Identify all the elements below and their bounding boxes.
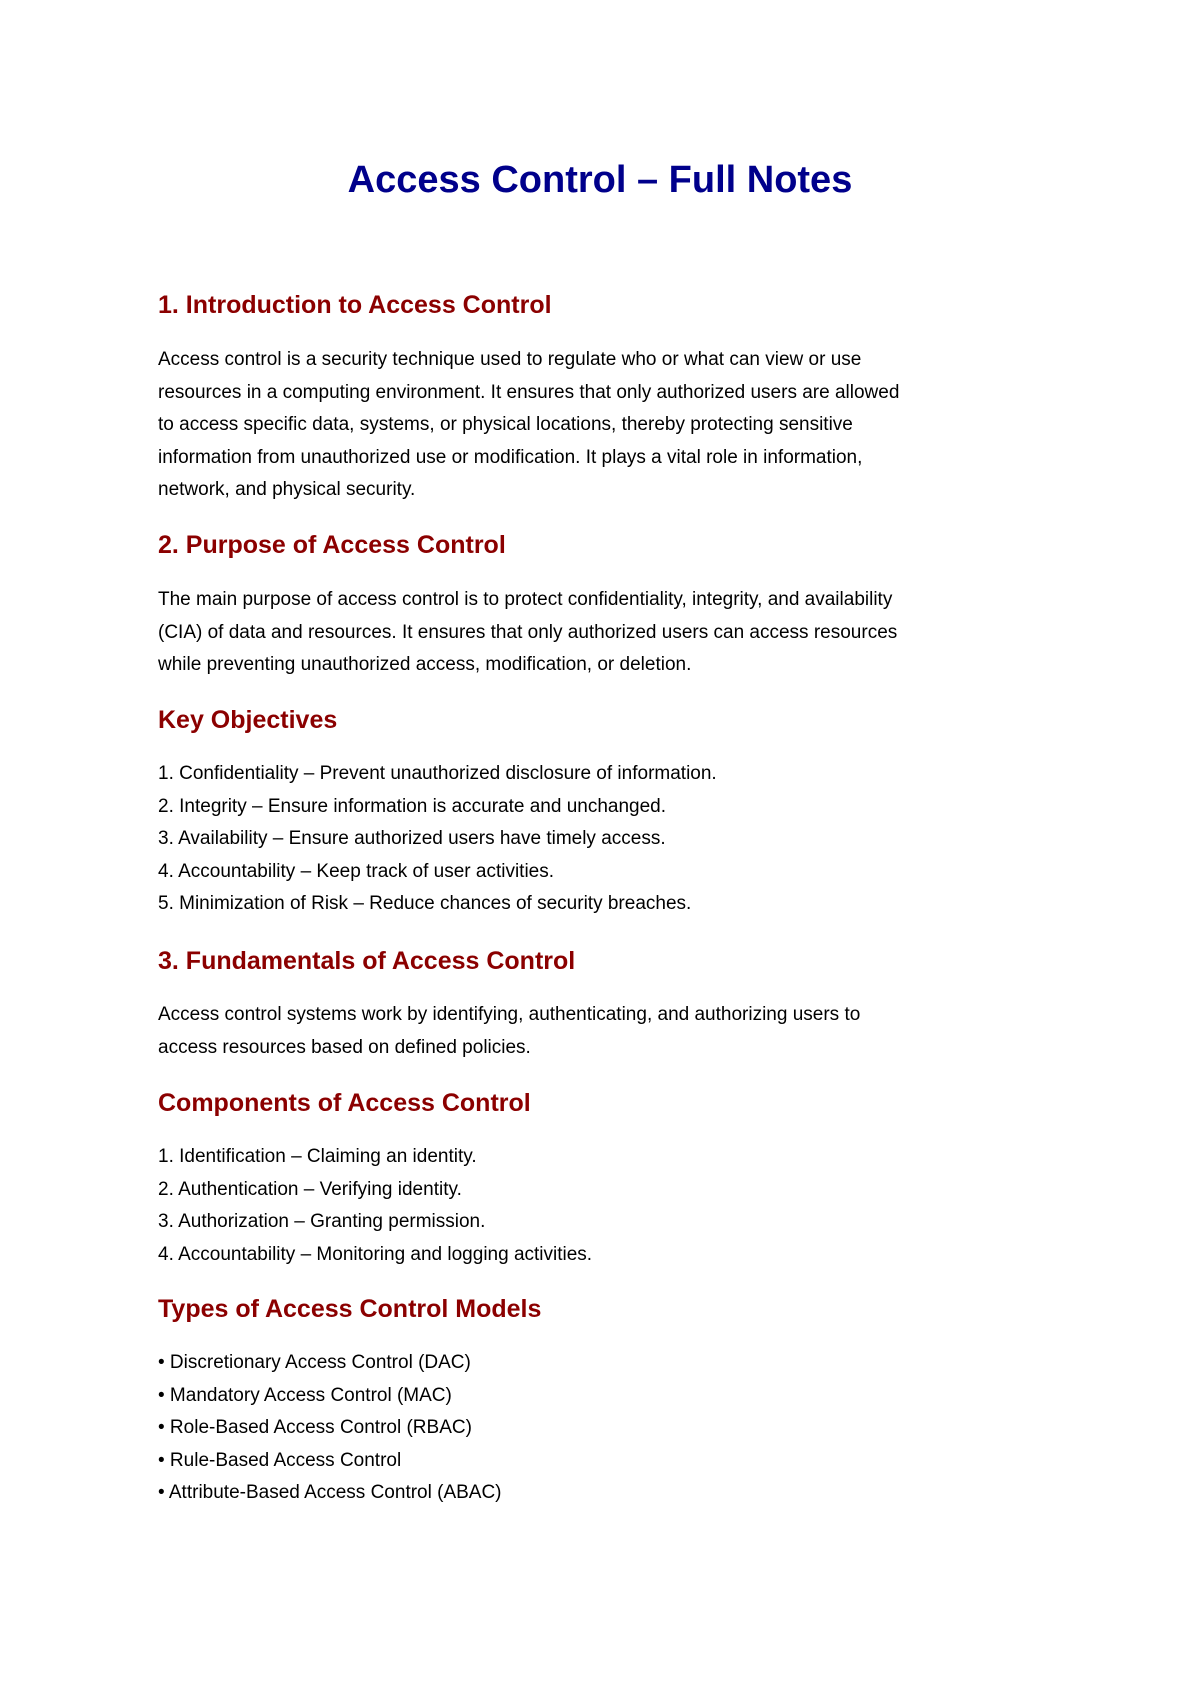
list-item: • Discretionary Access Control (DAC) [158,1352,471,1373]
section-paragraph-purpose [158,584,1058,682]
paragraph-line: network, and physical security. [158,479,416,500]
paragraph-line: (CIA) of data and resources. It ensures that only authorized users can access resources [158,621,898,643]
list-item: 2. Integrity – Ensure information is accurate and unchanged. [158,795,667,817]
section-paragraph-fundamentals [158,999,1058,1064]
list-item: 3. Availability – Ensure authorized users have timely access. [158,828,666,849]
list-item: 1. Confidentiality – Prevent unauthorized disclosure of information. [158,763,717,784]
paragraph-line: while preventing unauthorized access, modification, or deletion. [158,654,692,675]
paragraph-line: Access control systems work by identifying, authenticating, and authorizing users to [158,1004,861,1025]
section-heading-introduction: 1. Introduction to Access Control [158,291,552,319]
paragraph-line: The main purpose of access control is to protect confidentiality, integrity, and availability [158,589,893,610]
document-title: Access Control – Full Notes [347,159,853,201]
list-item: 4. Accountability – Monitoring and logging activities. [158,1243,593,1265]
paragraph-line: access resources based on defined policies. [158,1036,531,1058]
list-item: • Attribute-Based Access Control (ABAC) [158,1482,502,1503]
list-item: • Role-Based Access Control (RBAC) [158,1417,472,1438]
list-item: 5. Minimization of Risk – Reduce chances of security breaches. [158,893,692,914]
list-item: • Mandatory Access Control (MAC) [158,1384,452,1406]
section-heading-purpose: 2. Purpose of Access Control [158,531,506,559]
components-list [158,1141,592,1271]
section-heading-key-objectives: Key Objectives [158,706,338,734]
paragraph-line: resources in a computing environment. It ensures that only authorized users are allowed [158,381,900,403]
key-objectives-list [158,758,717,921]
section-heading-types: Types of Access Control Models [158,1295,542,1323]
list-item: • Rule-Based Access Control [158,1449,402,1471]
section-paragraph-introduction [158,344,1058,507]
section-heading-fundamentals: 3. Fundamentals of Access Control [158,947,576,975]
paragraph-line: information from unauthorized use or modification. It plays a vital role in information, [158,446,863,468]
list-item: 2. Authentication – Verifying identity. [158,1178,462,1200]
list-item: 3. Authorization – Granting permission. [158,1211,486,1232]
paragraph-line: Access control is a security technique used to regulate who or what can view or use [158,349,862,370]
access-control-models-list [158,1347,502,1510]
list-item: 4. Accountability – Keep track of user activities. [158,860,555,882]
paragraph-line: to access specific data, systems, or physical locations, thereby protecting sensitive [158,414,853,435]
section-heading-components: Components of Access Control [158,1089,531,1117]
list-item: 1. Identification – Claiming an identity. [158,1146,477,1167]
